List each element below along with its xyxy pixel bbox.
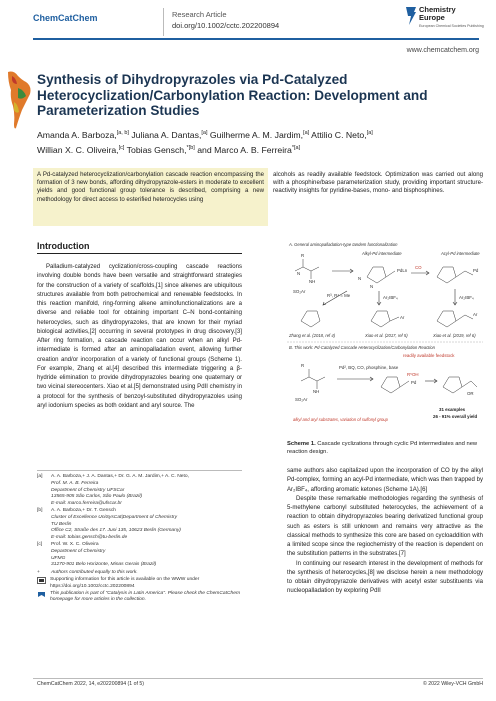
affiliation-b: [b] A. A. Barboza,+ Dr. T. Gensch Cluster of Excellence UniSysCat|Department of Chemistry TU Berlin Office C2, Straße des 17. Juni 135, 10623 Berlin (Germany) E-mail: tobias.gensch@tu-berlin.de (37, 507, 181, 541)
product-ring-1 (301, 311, 320, 327)
svg-text:Ar: Ar (473, 312, 478, 317)
svg-text:Ar: Ar (400, 315, 405, 320)
affiliation-a: [a] A. A. Barboza,+ J. A. Dantas,+ Dr. G. A. M. Jardim,+ A. C. Neto, Prof. M. A. B. Ferreira Department of Chemistry UFSCar 13565-905 São Carlos, São Paulo (Brazil) E-mail: marco.ferreira@ufscar.br (37, 474, 189, 507)
svg-text:N: N (370, 284, 374, 289)
conditions-label: Pd², BQ, CO, phosphine, base (339, 365, 399, 370)
author-list: Amanda A. Barboza,[a, b] Juliana A. Dantas,[a] Guilherme A. M. Jardim,[a] Attilio C. Neto,[a] Willian X. C. Oliveira,[c] Tobias Gensch,$^{*[b]}$ and Marco A. B. Ferreira$^{*[a]}$ (37, 129, 373, 155)
svg-text:N: N (358, 276, 362, 281)
svg-text:N: N (297, 271, 301, 276)
affiliations (37, 474, 242, 604)
abstract-left: A Pd-catalyzed heterocyclization/carbonylation cascade reaction encompassing the formation of 3 new bonds, affording dihydropyrazole-esters in moderate to excellent yields and good functional group tolerance is described, comprising a new methodology for direct access to esterified heterocycles using (33, 168, 268, 226)
footer-citation: ChemCatChem 2022, 14, e202200894 (1 of 5) (37, 681, 144, 687)
svg-text:Ar₂IBF₄: Ar₂IBF₄ (459, 295, 474, 300)
logo-subtitle: European Chemical Societies Publishing (419, 24, 484, 28)
doi-link[interactable]: doi.org/10.1002/cctc.202200894 (172, 21, 280, 30)
hydrazone-structure (295, 259, 319, 279)
svg-text:SO₂Ar: SO₂Ar (295, 397, 308, 402)
svg-text:R: R (301, 363, 305, 368)
supporting-info-icon (37, 577, 46, 584)
logo-text: Chemistry Europe (419, 5, 456, 22)
scheme-caption: Scheme 1. Cascade cyclizations through cyclic Pd intermediates and new reaction design. (287, 441, 478, 455)
introduction-paragraph: Palladium-catalyzed cyclization/cross-coupling cascade reactions involving double bonds have been versatile and straightforward strategies for the construction of a variety of scaffolds,[1] since alkenes are ubiquitous structures available from both petrochemical and renewable feedstocks. In this reaction manifold, ring-forming alkene aminofunctionalizations are a diverse and reliable tool for obtaining important C–N bond-containing heterocycles, such as dihydropyrazoles, that are known for their myriad biological activities,[2] occurring in several prototypes in drug discovery.[3] After ring formation, a cascade reaction can occur when an alkyl Pd-intermediate is formed after an aminopalladation event, allowing further creation and/or incorporation of a variety of functional groups (Scheme 1). For example, Zhang et al.[4] described this intermediate triggering a β-hydride elimination to provide dihydropyrazoles bearing one quaternary or two vicinal stereocenters. Xiao et al.[5] demonstrated using PdII chemistry in a protocol for the synthesis of benzoyl-substituted dihydropyrazoles using aryl iodonium species as both oxidant and aryl source. The (37, 264, 242, 409)
scheme-1-figure (287, 241, 483, 439)
examples-count: 31 examples (439, 407, 466, 412)
collection-icon (37, 591, 46, 598)
xiao-reference: Xiao et al. (2017, ref 5) (365, 333, 408, 338)
header-divider (163, 8, 164, 36)
intermediate-ring (381, 377, 409, 393)
product-ring-2 (371, 311, 399, 327)
alkyl-pd-label: Alkyl-Pd intermediate (362, 251, 402, 256)
collection-note[interactable]: This publication is part of "Catalysis in Latin America". Please check the ChemCatChem homepage for more articles in the collection. (37, 591, 242, 605)
svg-text:NH: NH (313, 389, 320, 394)
feedstock-label: readily available feedstock (403, 353, 455, 358)
svg-text:OR: OR (467, 391, 474, 396)
footer-copyright: © 2022 Wiley-VCH GmbH (422, 681, 483, 687)
svg-text:Pd: Pd (473, 268, 479, 273)
substrate-structure (301, 369, 325, 389)
pyrazoline-ring (367, 267, 395, 283)
svg-text:PdLn: PdLn (397, 268, 408, 273)
equal-contribution-note: + Authors contributed equally to this work. (37, 570, 138, 576)
acyl-pd-ring (437, 267, 473, 283)
chemistry-europe-logo-icon (404, 6, 418, 26)
introduction-heading: Introduction (37, 241, 90, 251)
latin-america-map-icon (4, 70, 34, 132)
right-column-body (287, 467, 483, 597)
acyl-pd-label: Acyl-Pd intermediate (441, 251, 480, 256)
scheme-part-a-label: A. General aminopalladation-type tandem functionalization (289, 242, 398, 247)
r3-r4-label: R³, R⁴ = Me (327, 293, 351, 298)
yield-range: 26 - 91% overall yield (433, 414, 478, 419)
introduction-body (37, 263, 242, 411)
product-ring-3 (437, 311, 473, 327)
svg-text:R: R (301, 253, 305, 258)
website-link[interactable]: www.chemcatchem.org (406, 47, 479, 54)
paragraph-2: Despite these remarkable methodologies regarding the synthesis of 5-methylene carbonyl substituted heterocycles, the achievement of a reaction to obtain dihydropyrazoles bearing derivatized functional group such as esters is still unknown and remains very attractive as the classical methods to synthesize this core are based on cycloaddition with a limited scope since the regiochemistry of the reaction is dependent on the substitution patterns in the substrates.[7] (287, 495, 483, 558)
journal-name: ChemCatChem (33, 13, 98, 23)
heading-rule (37, 253, 242, 254)
co-label: CO (415, 265, 422, 270)
header-rule (33, 38, 479, 40)
abstract-right: alcohols as readily available feedstock. Optimization was carried out along with a phosphine/base parameterization study, providing important structure-reactivity insights for pyridine-bases, mono- and bisphosphines. (273, 171, 483, 195)
affiliation-rule (37, 470, 242, 471)
svg-text:Pd: Pd (411, 380, 417, 385)
scheme-part-b-label: B. This work: Pd-Catalyzed Cascade Heterocyclization/Carbonylation Reaction (289, 345, 435, 350)
affiliation-c: [c] Prof. W. X. C. Oliveira Department of Chemistry UFMG 31270-901 Belo Horizonte, Minas Gerais (Brazil) (37, 541, 157, 568)
so2ar-label: SO₂Ar (293, 289, 306, 294)
article-type: Research Article (172, 10, 227, 19)
footer-rule (33, 678, 483, 679)
aryl-iodonium-label: Ar₂IBF₄ (383, 295, 398, 300)
alcohol-label: R⁵OH (407, 372, 419, 377)
substrate-variation-label: alkyl and aryl substrates, variation of sulfonyl group (293, 417, 388, 422)
article-title: Synthesis of Dihydropyrazoles via Pd-Catalyzed Heterocyclization/Carbonylation Reaction: Development and Parameterization Studies (37, 72, 428, 118)
supporting-info-note[interactable]: Supporting information for this article is available on the WWW under https://doi.org/10.1002/cctc.202200894 (37, 577, 242, 591)
xiao2-reference: Xiao et al. (2019, ref 6) (433, 333, 476, 338)
zhang-reference: Zhang et al. (2018, ref 4) (289, 333, 336, 338)
paragraph-continuation: same authors also capitalized upon the incorporation of CO by the alkyl Pd-complex, forming an acyl-Pd intermediate, which was then trapped by Ar₂IBF₄, affording aromatic ketones (Scheme 1A).[6] (287, 468, 483, 493)
svg-text:NH: NH (309, 279, 316, 284)
paragraph-3: In continuing our research interest in the development of methods for the synthesis of heterocycles,[8] we disclose herein a new methodology to obtain dihydropyrazole derivatives with acetyl ester substituents via nucleopalladation by exploring PdII (287, 560, 483, 595)
